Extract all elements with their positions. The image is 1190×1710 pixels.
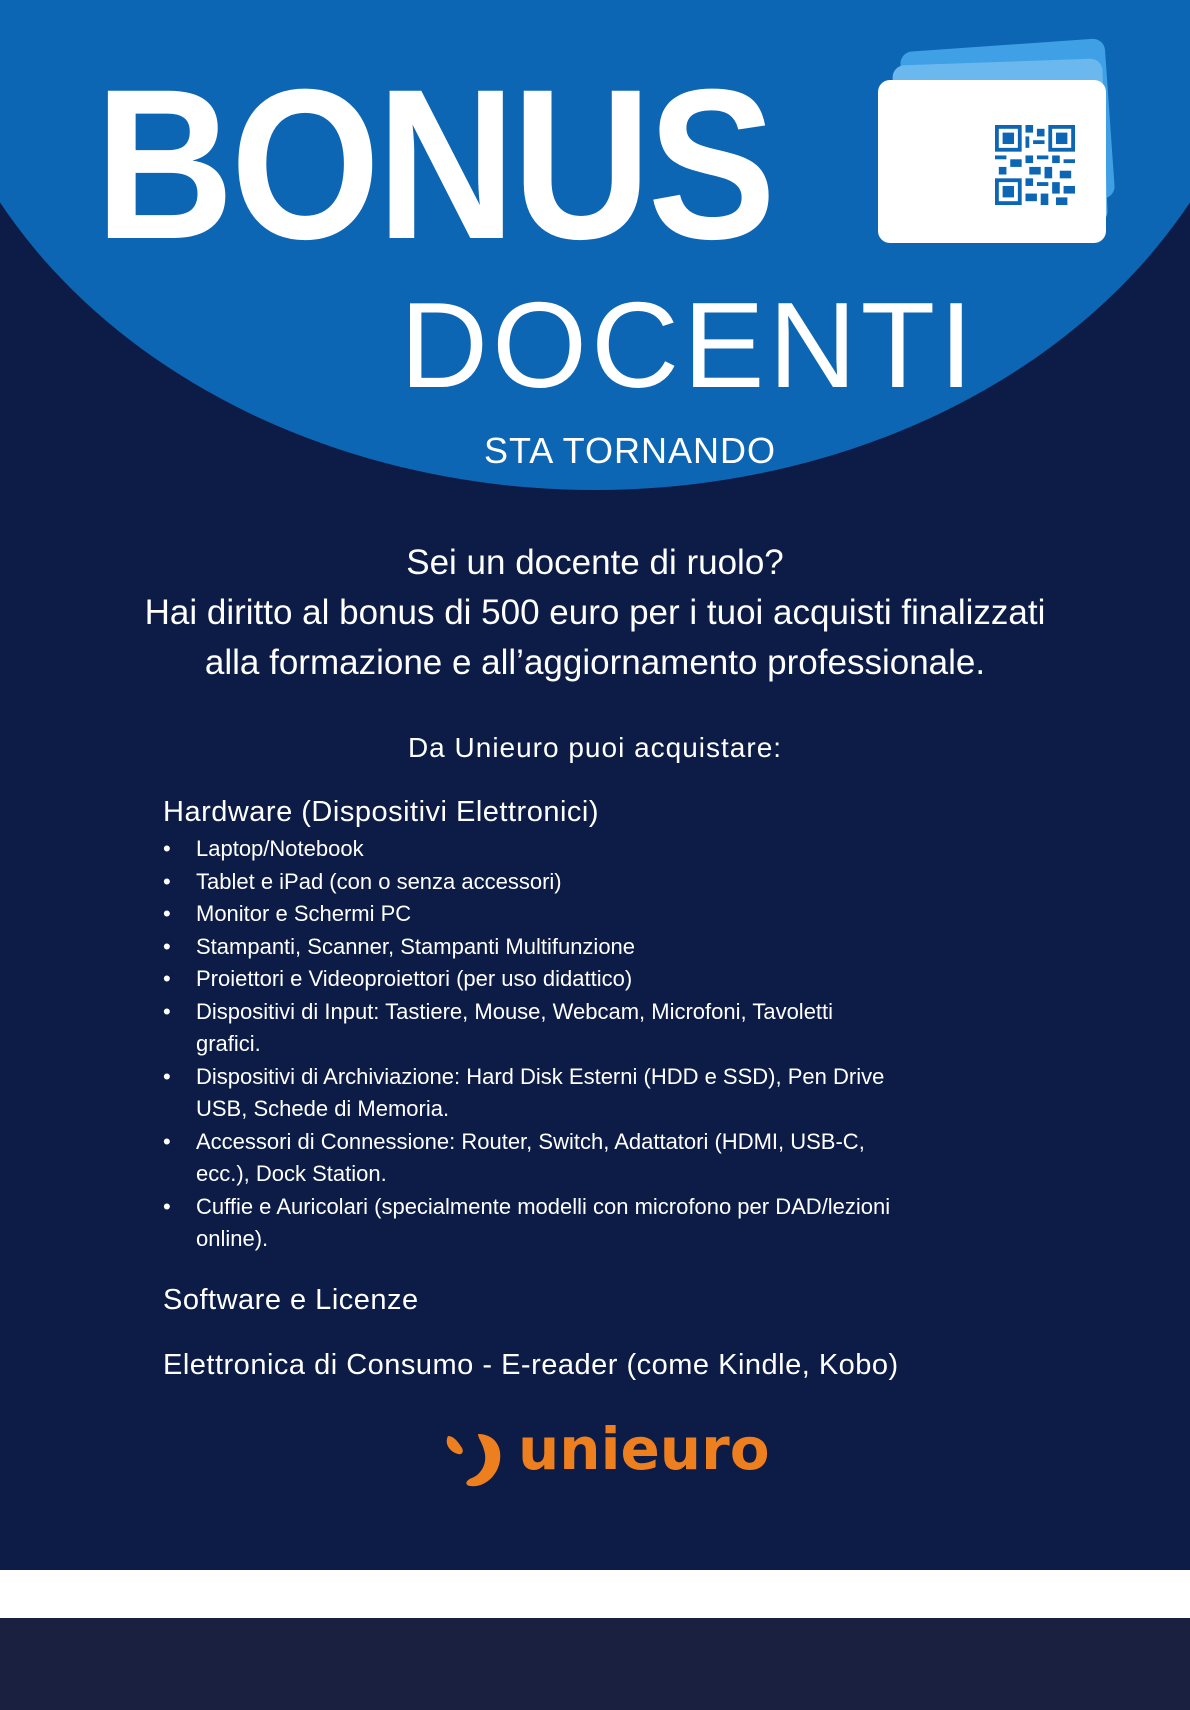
list-item-text: Dispositivi di Archiviazione: Hard Disk Esterni (HDD e SSD), Pen Drive [196,1063,885,1089]
list-item [163,1061,1023,1126]
intro-line-2: Hai diritto al bonus di 500 euro per i tuoi acquisti finalizzati [144,593,1046,632]
list-item [163,996,1023,1061]
bullet: • [163,933,171,959]
purchase-subheading: Da Unieuro puoi acquistare: [407,732,783,763]
list-item-text-cont: USB, Schede di Memoria. [196,1096,450,1121]
title-bonus: BONUS [95,45,773,284]
list-item-text: Proiettori e Videoproiettori (per uso didattico) [196,966,633,991]
qr-code-icon [995,125,1075,205]
list-item-text-cont: grafici. [196,1031,261,1056]
bottom-band [0,1618,1190,1710]
list-item [163,1191,1023,1256]
title-docenti: DOCENTI [400,277,977,413]
list-item-text: Dispositivi di Input: Tastiere, Mouse, Webcam, Microfoni, Tavoletti [196,998,834,1024]
list-item-text-cont: online). [196,1226,269,1251]
list-item-text: Stampanti, Scanner, Stampanti Multifunzione [196,933,636,959]
list-item-text-cont: ecc.), Dock Station. [196,1161,387,1186]
hardware-list [163,833,1023,1256]
list-item [163,898,1023,931]
list-item-text: Cuffie e Auricolari (specialmente modelli con microfono per DAD/lezioni [196,1193,891,1219]
list-item-text: Tablet e iPad (con o senza accessori) [196,868,562,894]
bullet: • [163,836,171,861]
list-item [163,866,1023,899]
tagline: STA TORNANDO [483,430,777,471]
bullet: • [163,1193,171,1219]
bullet: • [163,868,171,894]
list-item [163,963,1023,996]
list-item [163,833,1023,866]
list-item [163,931,1023,964]
section-hardware-title: Hardware (Dispositivi Elettronici) [163,796,599,828]
intro-line-3: alla formazione e all’aggiornamento professionale. [204,643,986,682]
bullet: • [163,901,171,926]
intro-text [0,538,1190,688]
list-item [163,1126,1023,1191]
bullet: • [163,1063,171,1089]
unieuro-logo-icon [444,1432,506,1490]
bullet: • [163,998,171,1024]
bullet: • [163,1128,171,1154]
section-software-title: Software e Licenze [163,1284,419,1316]
section-electronics-title: Elettronica di Consumo - E-reader (come Kindle, Kobo) [163,1349,899,1381]
white-divider [0,1570,1190,1618]
list-item-text: Laptop/Notebook [196,836,364,861]
intro-line-1: Sei un docente di ruolo? [406,543,784,582]
list-item-text: Accessori di Connessione: Router, Switch, Adattatori (HDMI, USB-C, [196,1128,865,1154]
list-item-text: Monitor e Schermi PC [196,901,412,926]
bullet: • [163,966,171,991]
unieuro-wordmark: unieuro [518,1415,770,1483]
